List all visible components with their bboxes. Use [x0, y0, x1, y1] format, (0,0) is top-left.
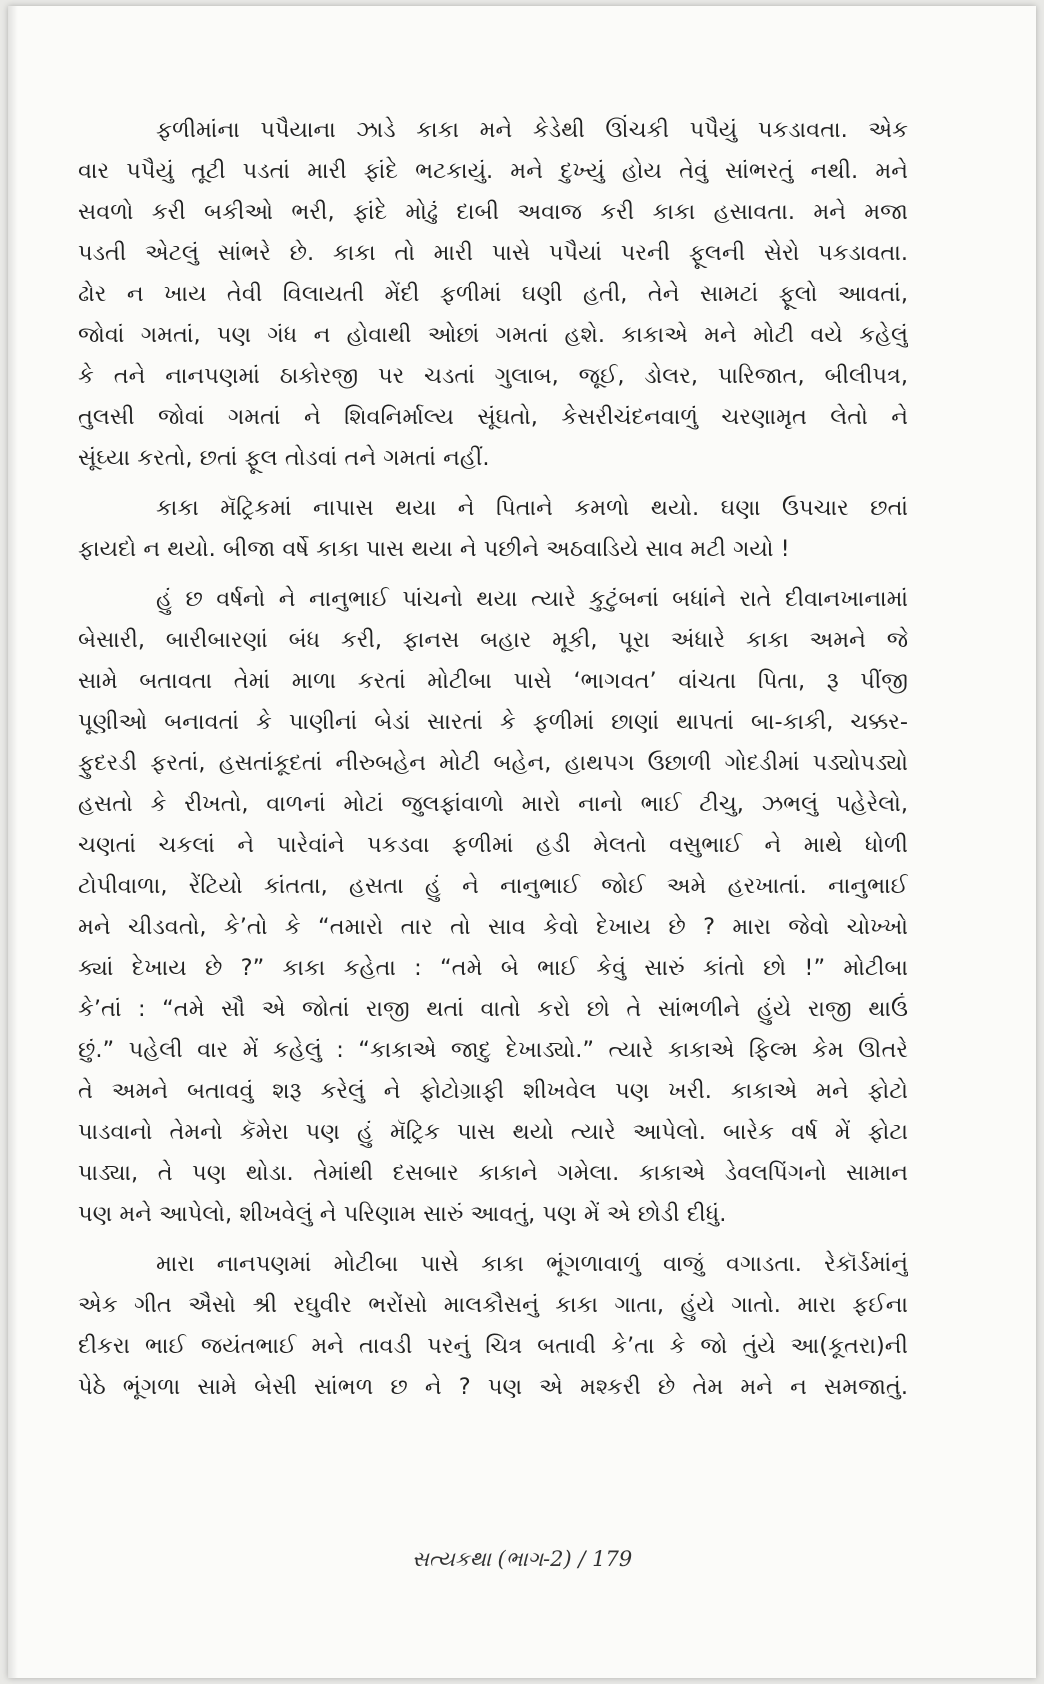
text-line: પેઠે ભૂંગળા સામે બેસી સાંભળ છ ને ? પણ એ મશ્કરી છે તેમ મને ન સમજાતું. [78, 1374, 908, 1400]
text-line: કે’તાં : “તમે સૌ એ જોતાં રાજી થતાં વાતો કરો છો તે સાંભળીને હુંયે રાજી થાઉં [78, 996, 908, 1022]
text-line: એક ગીત ઐસો શ્રી રઘુવીર ભરોંસો માલકૌસનું કાકા ગાતા, હુંયે ગાતો. મારા ફઈના [78, 1292, 908, 1318]
text-line: કાકા મૅટ્રિકમાં નાપાસ થયા ને પિતાને કમળો થયો. ઘણા ઉપચાર છતાં [156, 495, 908, 521]
text-line: દીકરા ભાઈ જયંતભાઈ મને તાવડી પરનું ચિત્ર બતાવી કે’તા કે જો તુંયે આ(કૂતરા)ની [78, 1333, 908, 1359]
text-line: તે અમને બતાવવું શરૂ કરેલું ને ફોટોગ્રાફી શીખવેલ પણ ખરી. કાકાએ મને ફોટો [78, 1078, 908, 1104]
text-line: ક્યાં દેખાય છે ?” કાકા કહેતા : “તમે બે ભાઈ કેવું સારું કાંતો છો !” મોટીબા [78, 955, 908, 981]
text-line: પણ મને આપેલો, શીખવેલું ને પરિણામ સારું આવતું, પણ મેં એ છોડી દીધું. [78, 1201, 727, 1227]
text-line: ફુદરડી ફરતાં, હસતાંકૂદતાં નીરુબહેન મોટી બહેન, હાથપગ ઉછાળી ગોદડીમાં પડ્યોપડ્યો [78, 750, 908, 776]
text-line: ફાયદો ન થયો. બીજા વર્ષે કાકા પાસ થયા ને પછીને અઠવાડિયે સાવ મટી ગયો ! [78, 536, 790, 562]
text-line: તુલસી જોવાં ગમતાં ને શિવનિર્માલ્ય સૂંઘતો, કેસરીચંદનવાળું ચરણામૃત લેતો ને [78, 404, 908, 430]
text-line: કે તને નાનપણમાં ઠાકોરજી પર ચડતાં ગુલાબ, જૂઈ, ડોલર, પારિજાત, બીલીપત્ર, [78, 363, 908, 389]
text-line: પાડ્યા, તે પણ થોડા. તેમાંથી દસબાર કાકાને ગમેલા. કાકાએ ડેવલપિંગનો સામાન [78, 1160, 908, 1186]
text-line: ચણતાં ચકલાં ને પારેવાંને પકડવા ફળીમાં હડી મેલતો વસુભાઈ ને માથે ધોળી [78, 832, 908, 858]
text-line: બેસારી, બારીબારણાં બંધ કરી, ફાનસ બહાર મૂકી, પૂરા અંધારે કાકા અમને જે [78, 627, 908, 653]
text-line: ટોપીવાળા, રેંટિયો કાંતતા, હસતા હું ને નાનુભાઈ જોઈ અમે હરખાતાં. નાનુભાઈ [78, 873, 908, 899]
text-line: પાડવાનો તેમનો કૅમેરા પણ હું મૅટ્રિક પાસ થયો ત્યારે આપેલો. બારેક વર્ષ મેં ફોટા [78, 1119, 908, 1145]
text-line: ફળીમાંના પપૈયાના ઝાડે કાકા મને કેડેથી ઊંચકી પપૈયું પકડાવતા. એક [156, 117, 908, 143]
text-line: પૂણીઓ બનાવતાં કે પાણીનાં બેડાં સારતાં કે ફળીમાં છાણાં થાપતાં બા-કાકી, ચક્કર- [78, 709, 908, 735]
text-line: મને ચીડવતો, કે’તો કે “તમારો તાર તો સાવ કેવો દેખાય છે ? મારા જેવો ચોખ્ખો [78, 914, 908, 940]
paragraph-1 [78, 110, 908, 479]
text-line: મારા નાનપણમાં મોટીબા પાસે કાકા ભૂંગળાવાળું વાજું વગાડતા. રેકૉર્ડમાંનું [156, 1251, 908, 1277]
text-line: વાર પપૈયું તૂટી પડતાં મારી ફાંદે ભટકાયું. મને દુખ્યું હોય તેવું સાંભરતું નથી. મને [78, 158, 908, 184]
text-line: સૂંઘ્યા કરતો, છતાં ફૂલ તોડવાં તને ગમતાં નહીં. [78, 445, 490, 471]
text-line: જોવાં ગમતાં, પણ ગંધ ન હોવાથી ઓછાં ગમતાં હશે. કાકાએ મને મોટી વયે કહેલું [78, 322, 908, 348]
paragraph-3 [78, 579, 908, 1235]
text-line: પડતી એટલું સાંભરે છે. કાકા તો મારી પાસે પપૈયાં પરની ફૂલની સેરો પકડાવતા. [78, 240, 908, 266]
text-line: છું.” પહેલી વાર મેં કહેલું : “કાકાએ જાદુ દેખાડ્યો.” ત્યારે કાકાએ ફિલ્મ કેમ ઊતરે [78, 1037, 908, 1063]
text-line: હું છ વર્ષનો ને નાનુભાઈ પાંચનો થયા ત્યારે કુટુંબનાં બધાંને રાતે દીવાનખાનામાં [156, 586, 908, 612]
page-footer: સત્યકથા (ભાગ-2) / 179 [411, 1547, 633, 1571]
paragraph-2 [78, 488, 908, 570]
book-page [8, 6, 1036, 1678]
text-line: ઢોર ન ખાય તેવી વિલાયતી મેંદી ફળીમાં ઘણી હતી, તેને સામટાં ફૂલો આવતાં, [78, 281, 908, 307]
paragraph-4 [78, 1244, 908, 1408]
text-line: હસતો કે રીખતો, વાળનાં મોટાં જુલફાંવાળો મારો નાનો ભાઈ ટીચુ, ઝભલું પહેરેલો, [78, 791, 908, 817]
body-text [78, 110, 908, 1417]
text-line: સામે બતાવતા તેમાં માળા કરતાં મોટીબા પાસે ‘ભાગવત’ વાંચતા પિતા, રૂ પીંજી [78, 668, 908, 694]
text-line: સવળો કરી બકીઓ ભરી, ફાંદે મોઢું દાબી અવાજ કરી કાકા હસાવતા. મને મજા [78, 199, 908, 225]
